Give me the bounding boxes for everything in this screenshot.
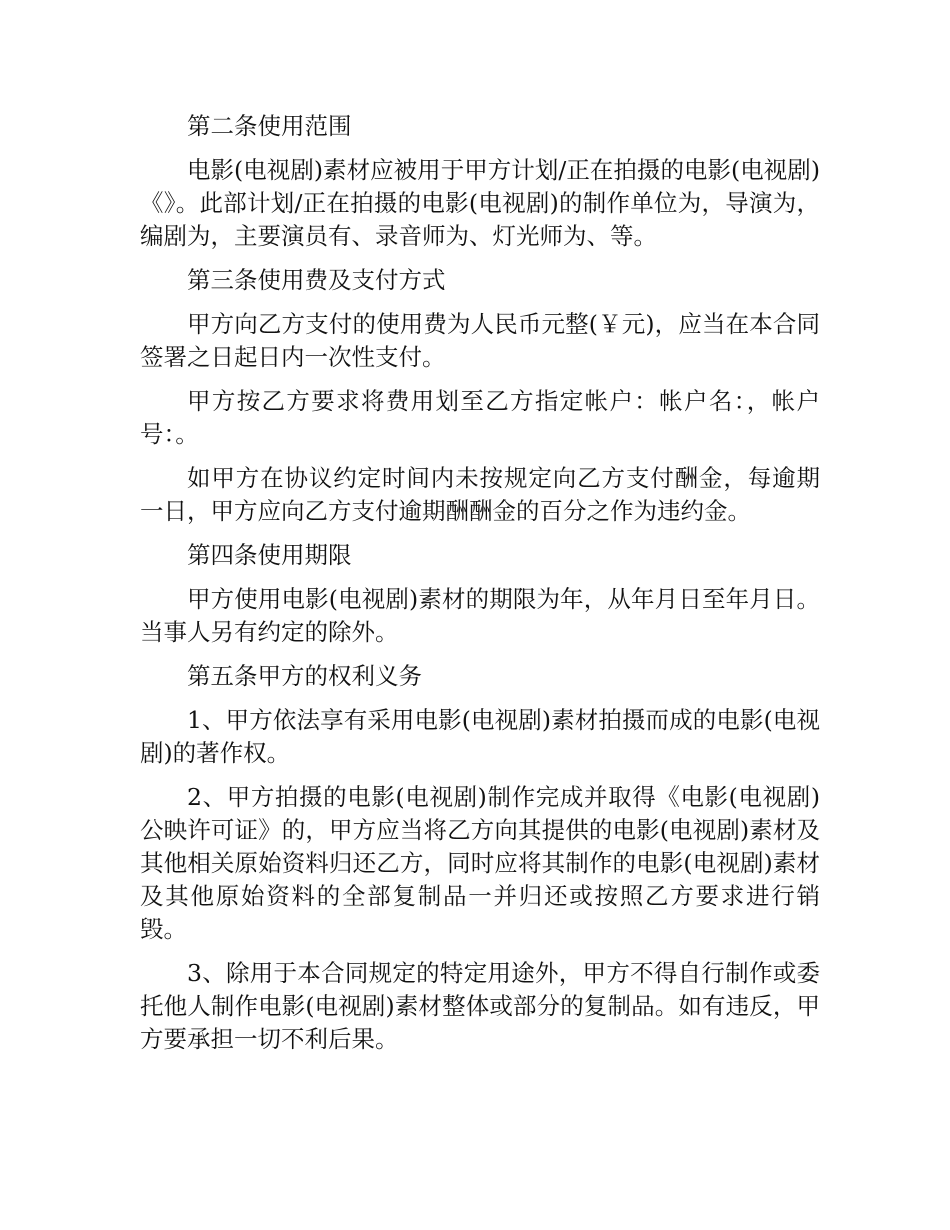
paragraph-scope-body: 电影(电视剧)素材应被用于甲方计划/正在拍摄的电影(电视剧)《》。此部计划/正在拍摄的电影(电视剧)的制作单位为，导演为，编剧为，主要演员有、录音师为、灯光师为、等。 [140,156,820,250]
paragraph-term-body: 甲方使用电影(电视剧)素材的期限为年，从年月日至年月日。当事人另有约定的除外。 [140,585,820,646]
paragraph-rights-item-3: 3、除用于本合同规定的特定用途外，甲方不得自行制作或委托他人制作电影(电视剧)素材整体或部分的复制品。如有违反，甲方要承担一切不利后果。 [140,959,820,1053]
document-page [140,110,820,1067]
section-heading-term: 第四条使用期限 [187,541,352,569]
paragraph-rights-item-1: 1、甲方依法享有采用电影(电视剧)素材拍摄而成的电影(电视剧)的著作权。 [140,706,820,767]
section-heading-fees: 第三条使用费及支付方式 [187,266,446,294]
paragraph-rights-item-2: 2、甲方拍摄的电影(电视剧)制作完成并取得《电影(电视剧)公映许可证》的，甲方应当将乙方向其提供的电影(电视剧)素材及其他相关原始资料归还乙方，同时应将其制作的电影(电视剧)素材及其他原始资料的全部复制品一并归还或按照乙方要求进行销毁。 [140,783,820,943]
paragraph-fee-penalty: 如甲方在协议约定时间内未按规定向乙方支付酬金，每逾期一日，甲方应向乙方支付逾期酬酬金的百分之作为违约金。 [140,464,820,525]
paragraph-fee-amount: 甲方向乙方支付的使用费为人民币元整(￥元)，应当在本合同签署之日起日内一次性支付。 [140,310,820,371]
section-heading-scope: 第二条使用范围 [187,112,352,140]
paragraph-fee-account: 甲方按乙方要求将费用划至乙方指定帐户：帐户名：，帐户号：。 [140,387,820,448]
section-heading-party-a-rights: 第五条甲方的权利义务 [187,662,422,690]
